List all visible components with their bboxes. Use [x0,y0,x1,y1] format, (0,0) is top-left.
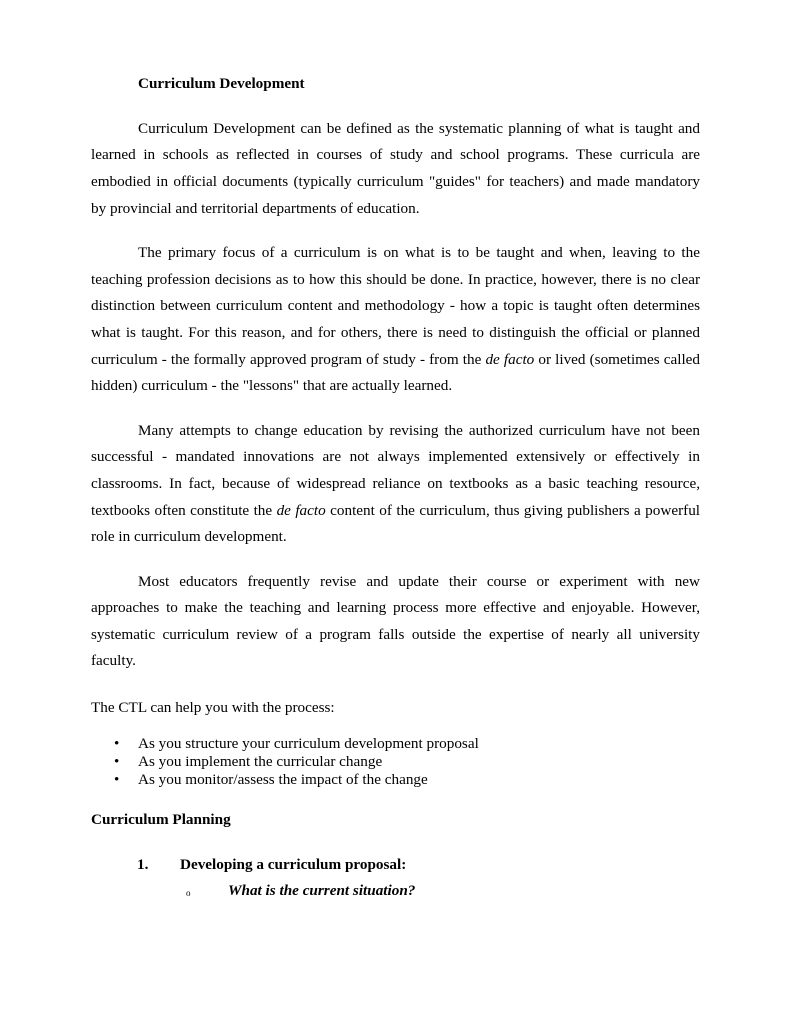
sub-list-item [91,878,700,905]
document-body [91,0,700,905]
section-heading-curriculum-planning: Curriculum Planning [91,811,231,829]
spacer-bullets-heading2 [91,789,700,807]
list-item-label: As you structure your curriculum development proposal [138,734,479,752]
ctl-intro-text: The CTL can help you with the process: [91,699,335,717]
paragraph-4 [91,569,700,675]
spacer-ctl-bullets [91,722,700,735]
list-item [91,735,700,753]
paragraph-2-text-a: The primary focus of a curriculum is on what is to be taught and when, leaving to the teaching profession decisions as to how this should be done. In practice, however, there is no clear distinction between curriculum content and methodology - how a topic is taught often determines what is taught. For this reason, and for others, there is need to distinguish the official or planned curriculum - the formally approved program of study - from the [91,244,700,368]
sub-list-item-label: What is the current situation? [228,882,416,900]
ctl-intro-line [91,695,700,722]
spacer-heading2-numlist [91,834,700,852]
paragraph-3 [91,418,700,551]
paragraph-2-italic-de-facto: de facto [485,350,535,368]
list-item-label: As you implement the curricular change [138,752,383,770]
paragraph-4-text: Most educators frequently revise and update their course or experiment with new approaches to make the teaching and learning process more effective and enjoyable. However, systematic curriculum review of a program falls outside the expertise of nearly all university faculty. [91,572,700,670]
spacer-p2-p3 [91,400,700,418]
paragraph-1-text: Curriculum Development can be defined as the systematic planning of what is taught and learned in schools as reflected in courses of study and school programs. These curricula are embodied in official documents (typically curriculum "guides" for teachers) and made mandatory by provincial and territorial departments of education. [91,119,700,217]
bullet-disc-icon: • [114,771,120,789]
top-spacer-2 [91,27,700,54]
ctl-support-list [91,735,700,790]
spacer-p4-ctl [91,675,700,695]
bullet-disc-icon: • [114,752,120,770]
curriculum-planning-steps [91,852,700,905]
spacer-after-title [91,98,700,116]
paragraph-3-italic-de-facto: de facto [276,501,326,519]
list-item-label: As you monitor/assess the impact of the change [138,771,428,789]
top-spacer-3 [91,53,700,71]
bullet-disc-icon: • [114,734,120,752]
paragraph-1 [91,116,700,222]
paragraph-2 [91,240,700,400]
top-spacer [91,0,700,27]
spacer-p1-p2 [91,222,700,240]
numbered-list-item-label: Developing a curriculum proposal: [180,855,407,873]
spacer-p3-p4 [91,551,700,569]
curriculum-proposal-questions [91,878,700,905]
list-item [91,753,700,771]
list-number-marker: 1. [137,855,149,873]
bullet-circle-icon: o [186,888,191,899]
numbered-list-item [91,852,700,879]
paragraph-2-text-b: or lived (sometimes called hidden) curriculum - the "lessons" that are actually learned. [91,350,701,395]
paragraph-3-text-b: content of the curriculum, thus giving publishers a powerful role in curriculum development. [91,501,701,546]
page-title: Curriculum Development [138,75,305,93]
sub-list-container [91,878,700,905]
list-item [91,771,700,789]
paragraph-3-text-a: Many attempts to change education by revising the authorized curriculum have not been successful - mandated innovations are not always implemented extensively or effectively in classrooms. In fact, because of widespread reliance on textbooks as a basic teaching resource, textbooks often constitute the [91,421,700,519]
